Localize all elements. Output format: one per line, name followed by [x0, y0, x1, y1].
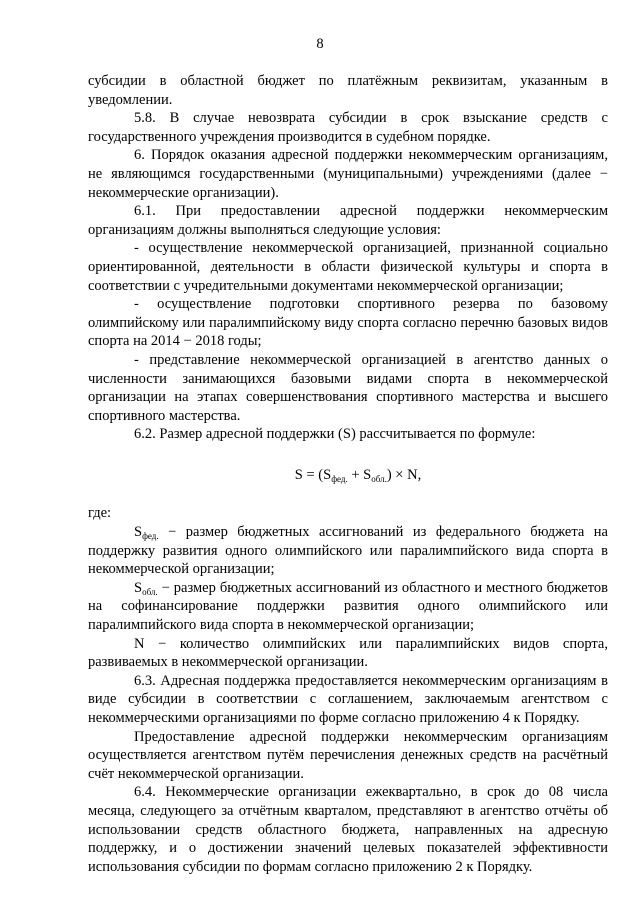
paragraph: 5.8. В случае невозврата субсидии в срок взыскание средств с государственного учреждения производится в судебном порядке. [88, 110, 608, 145]
formula-sub-obl: обл. [371, 473, 387, 484]
definition-subscript: фед. [142, 531, 159, 542]
page-number: 8 [316, 36, 324, 52]
formula-lhs: S = (S [294, 466, 332, 483]
paragraph: Предоставление адресной поддержки некоммерческим организациям осуществляется агентством путём перечисления денежных средств на расчётный счёт некоммерческой организации. [88, 728, 608, 782]
paragraph: 6.4. Некоммерческие организации ежеквартально, в срок до 08 числа месяца, следующего за отчётным кварталом, представляют в агентство отчёты об использовании средств областного бюджета, направленных на адресную поддержку, и о достижении значений целевых показателей эффективности использования субсидии по формам согласно приложению 2 к Порядку. [88, 784, 608, 875]
definition-symbol: N [134, 635, 145, 652]
formula-rhs: ) × N, [386, 466, 422, 483]
paragraph: 6. Порядок оказания адресной поддержки некоммерческим организациям, не являющимся государственными (муниципальными) учреждениями (далее − некоммерческие организации). [88, 147, 608, 201]
formula-mid: + S [347, 466, 372, 483]
list-item: - осуществление некоммерческой организацией, признанной социально ориентированной, деятельности в области физической культуры и спорта в соответствии с учредительными документами некоммерческой организации; [88, 240, 608, 294]
definition-subscript: обл. [142, 586, 158, 597]
paragraph: субсидии в областной бюджет по платёжным реквизитам, указанным в уведомлении. [88, 73, 608, 108]
definition-text: − размер бюджетных ассигнований из федерального бюджета на поддержку развития одного олимпийского или паралимпийского вида спорта в некоммерческой организации; [88, 524, 608, 578]
definition-text: − количество олимпийских или паралимпийских видов спорта, развиваемых в некоммерческой организации. [88, 635, 608, 671]
paragraph: 6.1. При предоставлении адресной поддержки некоммерческим организациям должны выполняться следующие условия: [88, 203, 608, 238]
formula [108, 466, 608, 485]
definition-sfed [88, 523, 608, 579]
paragraph: 6.3. Адресная поддержка предоставляется некоммерческим организациям в виде субсидии в соответствии с соглашением, заключаемым агентством с некоммерческими организациями по форме согласно приложению 4 к Порядку. [88, 672, 608, 726]
definition-n [88, 635, 608, 672]
document-body [88, 72, 608, 876]
where-label: где: [88, 505, 112, 522]
definition-sobl [88, 579, 608, 635]
list-item: - осуществление подготовки спортивного резерва по базовому олимпийскому или паралимпийскому виду спорта согласно перечню базовых видов спорта на 2014 − 2018 годы; [88, 296, 608, 350]
definition-symbol: S [134, 524, 143, 541]
formula-sub-fed: фед. [331, 473, 348, 484]
definition-symbol: S [134, 579, 143, 596]
paragraph: 6.2. Размер адресной поддержки (S) рассчитывается по формуле: [134, 426, 536, 443]
definition-text: − размер бюджетных ассигнований из областного и местного бюджетов на софинансирование поддержки развития одного олимпийского или паралимпийского вида спорта в некоммерческой организации; [88, 579, 608, 634]
list-item: - представление некоммерческой организацией в агентство данных о численности занимающихся базовыми видами спорта в некоммерческой организации на этапах совершенствования спортивного мастерства и высшего спортивного мастерства. [88, 351, 608, 424]
